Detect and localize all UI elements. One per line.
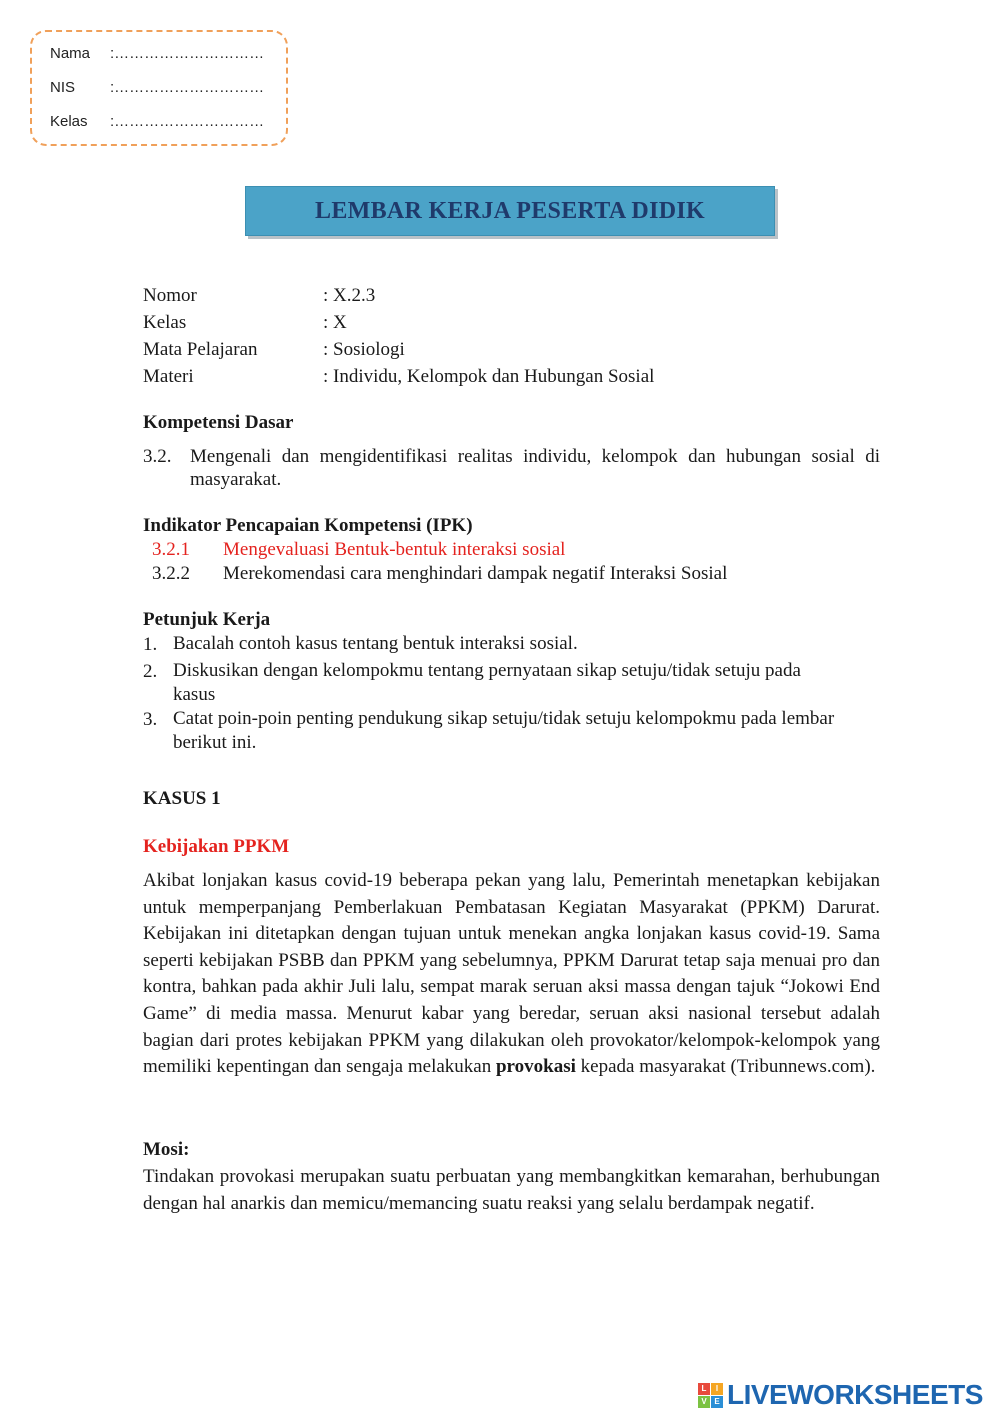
kasus-text-before: Akibat lonjakan kasus covid-19 beberapa pekan yang lalu, Pemerintah menetapkan kebijakan untuk memperpanjang Pemberlakuan Pembatasan Kegiatan Masyarakat (PPKM) Darurat. Kebijakan ini ditetapkan dengan tujuan untuk menekan angka lonjakan kasus covid-19. Sama seperti kebijakan PSBB dan PPKM yang sebelumnya, PPKM Darurat tetap saja menuai pro dan kontra, bahkan pada akhir Juli lalu, sempat marak seruan aksi massa dengan tajuk “Jokowi End Game” di media massa. Menurut kabar yang beredar, seruan aksi nasional tersebut adalah bagian dari protes kebijakan PPKM yang dilakukan oleh provokator/kelompok-kelompok yang memiliki kepentingan dan sengaja melakukan: [143, 870, 880, 1078]
nis-label: NIS: [50, 79, 76, 96]
liveworksheets-logo-icon: [698, 1383, 723, 1408]
meta-row: [143, 336, 880, 363]
kasus-text-after: kepada masyarakat (Tribunnews.com).: [580, 1056, 876, 1078]
brand-text: LIVEWORKSHEETS: [727, 1379, 983, 1410]
kasus-subheading: [143, 834, 880, 861]
kd-heading-text: Kompetensi Dasar: [143, 412, 294, 433]
petunjuk-list: [143, 632, 843, 755]
ipk-number: 3.2.2: [152, 563, 190, 584]
petunjuk-text: Catat poin-poin penting pendukung sikap setuju/tidak setuju kelompokmu pada lembar berikut ini.: [173, 707, 835, 753]
meta-value: : Individu, Kelompok dan Hubungan Sosial: [323, 366, 655, 387]
logo-letter: I: [711, 1383, 723, 1395]
kasus-paragraph: [143, 868, 880, 1081]
ipk-heading: [143, 513, 880, 540]
logo-letter: L: [698, 1383, 710, 1395]
petunjuk-item: [143, 632, 843, 659]
logo-letter: V: [698, 1396, 710, 1408]
student-info-box: [30, 30, 288, 146]
nis-field[interactable]: :…………………………: [110, 79, 265, 96]
ipk-number: 3.2.1: [152, 539, 190, 560]
meta-value: : X.2.3: [323, 285, 376, 306]
meta-row: [143, 309, 880, 336]
meta-value: : Sosiologi: [323, 339, 405, 360]
meta-key: Nomor: [143, 285, 197, 306]
mosi-label: [143, 1137, 880, 1164]
name-label: Nama: [50, 45, 91, 62]
petunjuk-item: [143, 707, 843, 755]
petunjuk-number: 3.: [143, 708, 158, 730]
ipk-item: [152, 562, 889, 586]
kelas-row[interactable]: [50, 112, 264, 132]
meta-key: Mata Pelajaran: [143, 339, 258, 360]
logo-letter: E: [711, 1396, 723, 1408]
ipk-text: Merekomendasi cara menghindari dampak negatif Interaksi Sosial: [223, 563, 728, 584]
meta-key: Kelas: [143, 312, 187, 333]
kd-item: [143, 445, 880, 491]
petunjuk-heading-text: Petunjuk Kerja: [143, 609, 271, 630]
kd-text: Mengenali dan mengidentifikasi realitas individu, kelompok dan hubungan sosial di masyarakat.: [190, 446, 880, 490]
petunjuk-heading: [143, 607, 880, 634]
meta-key: Materi: [143, 366, 194, 387]
petunjuk-item: [143, 659, 843, 707]
ipk-item: [152, 538, 889, 562]
ipk-text: Mengevaluasi Bentuk-bentuk interaksi sosial: [223, 539, 566, 560]
page-title: LEMBAR KERJA PESERTA DIDIK: [245, 186, 775, 236]
petunjuk-text: Bacalah contoh kasus tentang bentuk interaksi sosial.: [173, 633, 578, 654]
mosi-label-text: Mosi:: [143, 1139, 190, 1160]
kelas-field[interactable]: :…………………………: [110, 113, 265, 130]
ipk-list: [152, 538, 889, 586]
kasus-subheading-text: Kebijakan PPKM: [143, 836, 290, 857]
mosi-text: Tindakan provokasi merupakan suatu perbuatan yang membangkitkan kemarahan, berhubungan dengan hal anarkis dan memicu/memancing suatu reaksi yang selalu berdampak negatif.: [143, 1166, 880, 1214]
meta-row: [143, 282, 880, 309]
kasus-heading: [143, 786, 880, 813]
kd-number: 3.2.: [143, 446, 172, 467]
kasus-bold-term: provokasi: [495, 1056, 576, 1078]
petunjuk-number: 2.: [143, 660, 158, 682]
ipk-heading-text: Indikator Pencapaian Kompetensi (IPK): [143, 515, 473, 536]
petunjuk-text: Diskusikan dengan kelompokmu tentang pernyataan sikap setuju/tidak setuju pada kasus: [173, 659, 801, 705]
nis-row[interactable]: [50, 78, 264, 98]
meta-row: [143, 363, 880, 390]
worksheet-meta: [143, 282, 880, 390]
petunjuk-number: 1.: [143, 634, 158, 655]
name-row[interactable]: [50, 44, 264, 64]
kasus-heading-text: KASUS 1: [143, 788, 221, 809]
name-field[interactable]: :…………………………: [110, 45, 265, 62]
kd-heading: [143, 410, 880, 437]
kelas-label: Kelas: [50, 113, 88, 130]
liveworksheets-logo[interactable]: [698, 1378, 983, 1412]
meta-value: : X: [323, 312, 347, 333]
